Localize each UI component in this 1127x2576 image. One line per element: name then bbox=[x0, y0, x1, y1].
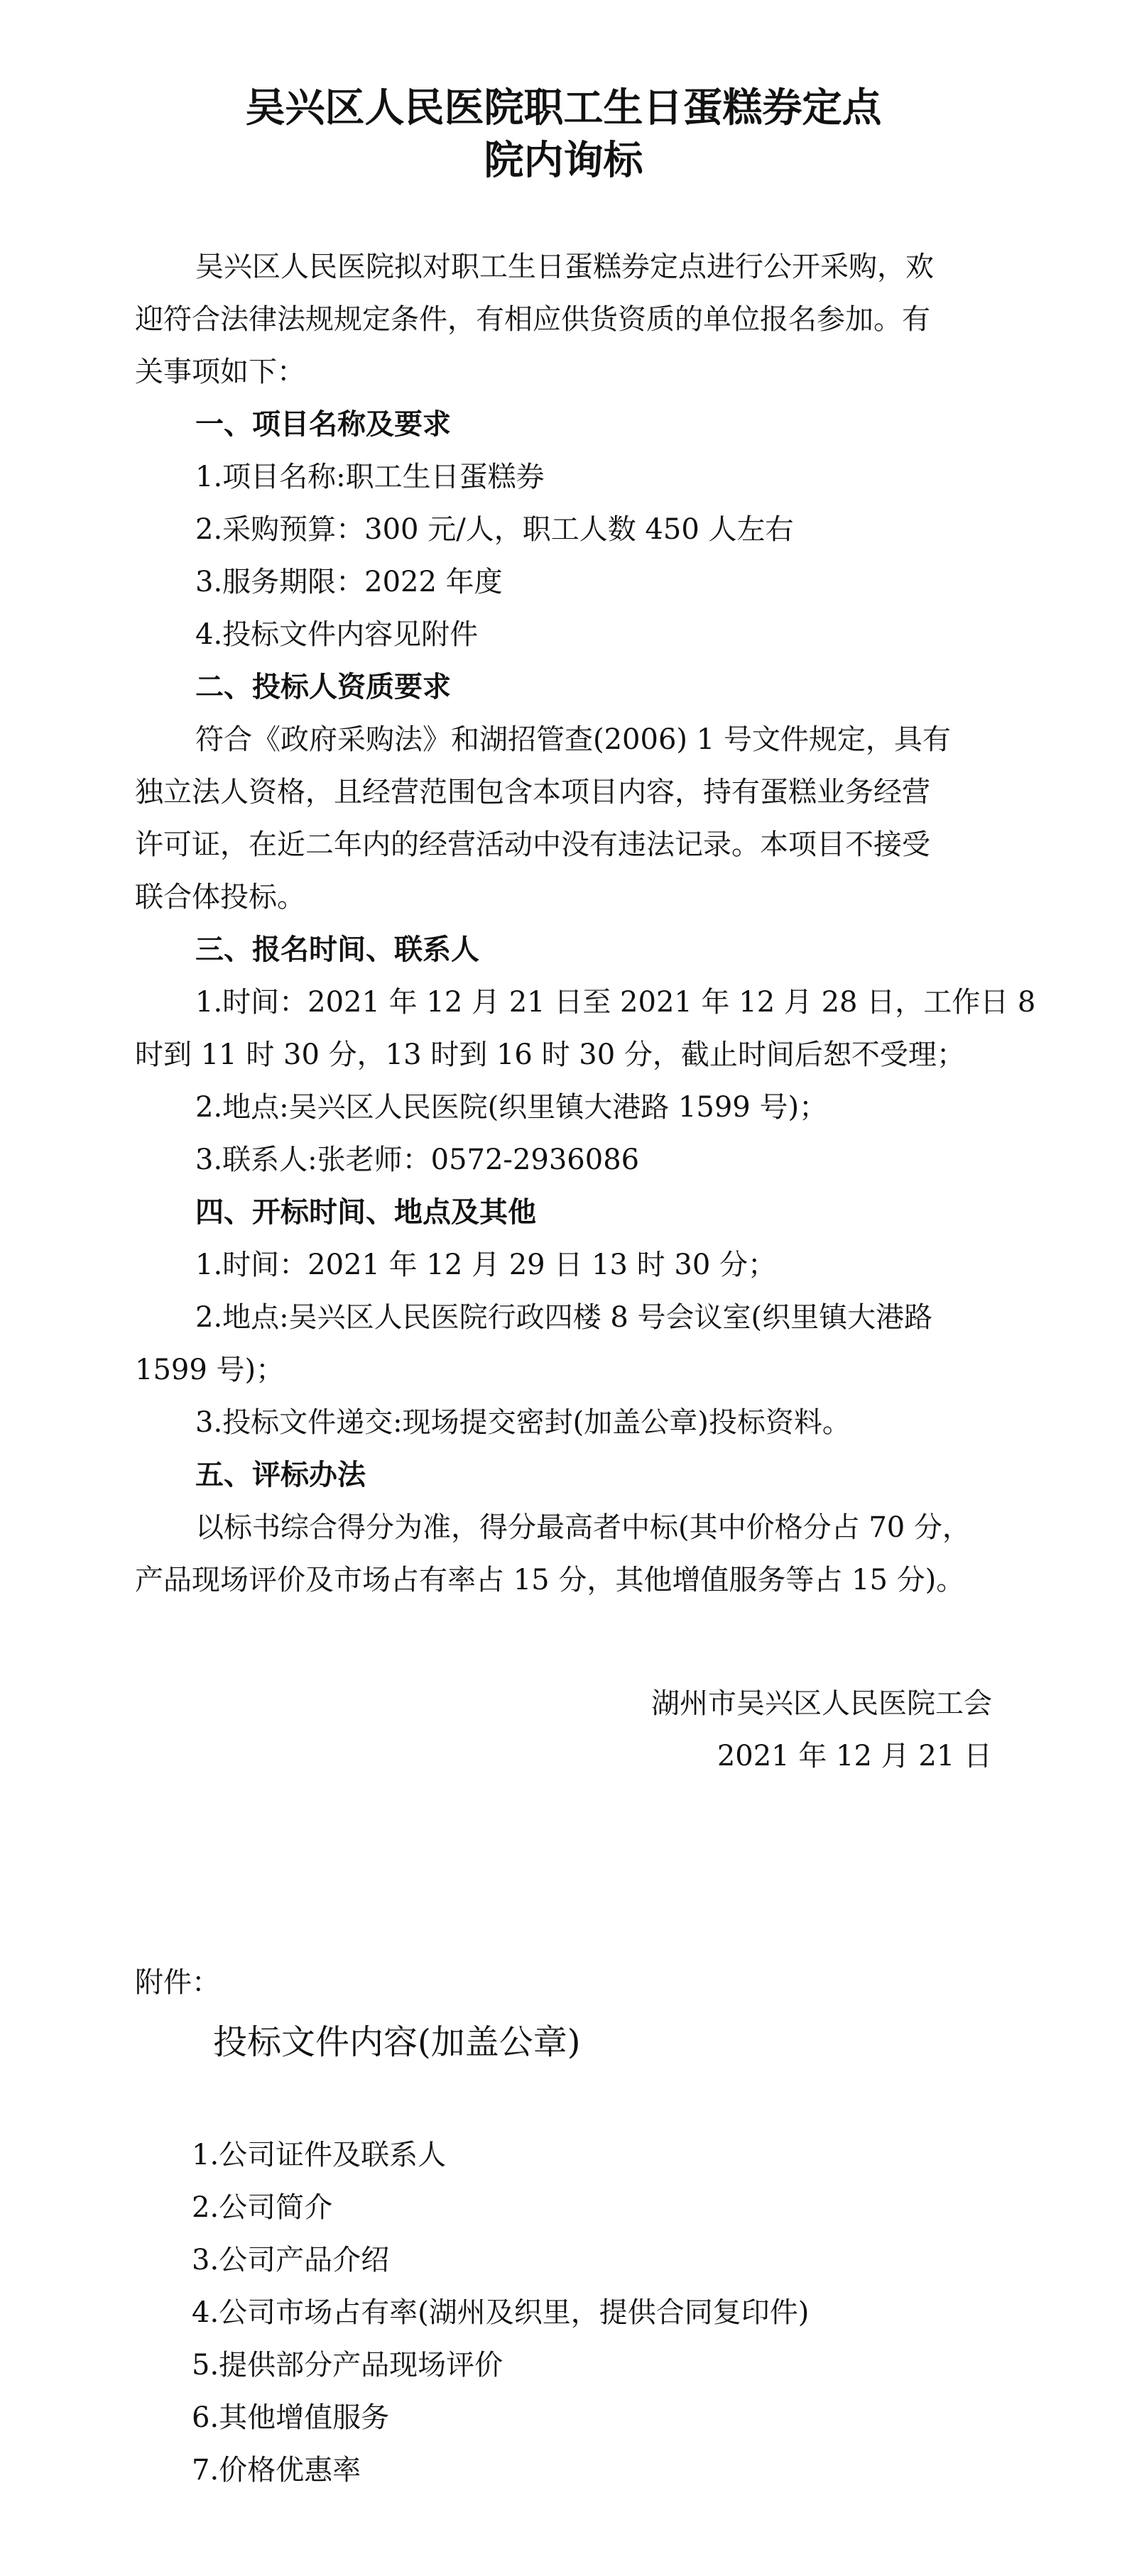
section-5-line-2: 产品现场评价及市场占有率占 15 分，其他增值服务等占 15 分)。 bbox=[135, 1564, 965, 1596]
section-5-line-1: 以标书综合得分为准，得分最高者中标(其中价格分占 70 分， bbox=[195, 1511, 971, 1544]
attachment-item-2: 2.公司简介 bbox=[192, 2191, 333, 2224]
section-2-line-4: 联合体投标。 bbox=[135, 881, 305, 914]
section-4-line-2: 2.地点:吴兴区人民医院行政四楼 8 号会议室(织里镇大港路 bbox=[195, 1301, 933, 1334]
section-2-heading: 二、投标人资质要求 bbox=[195, 671, 451, 703]
section-5-heading: 五、评标办法 bbox=[195, 1459, 366, 1491]
attachment-item-6: 6.其他增值服务 bbox=[192, 2401, 390, 2434]
section-1-line-1: 1.项目名称:职工生日蛋糕券 bbox=[195, 461, 545, 493]
section-1-line-3: 3.服务期限：2022 年度 bbox=[195, 566, 503, 598]
attachment-item-4: 4.公司市场占有率(湖州及织里，提供合同复印件) bbox=[192, 2296, 810, 2329]
doc-title-line2: 院内询标 bbox=[484, 138, 643, 184]
section-1-line-4: 4.投标文件内容见附件 bbox=[195, 618, 479, 651]
section-1-heading: 一、项目名称及要求 bbox=[195, 408, 451, 441]
attachment-item-7: 7.价格优惠率 bbox=[192, 2454, 361, 2487]
section-3-line-2: 时到 11 时 30 分，13 时到 16 时 30 分，截止时间后恕不受理； bbox=[135, 1038, 965, 1071]
section-4-heading: 四、开标时间、地点及其他 bbox=[195, 1196, 536, 1229]
section-4-line-4: 3.投标文件递交:现场提交密封(加盖公章)投标资料。 bbox=[195, 1406, 851, 1439]
section-3-line-3: 2.地点:吴兴区人民医院(织里镇大港路 1599 号)； bbox=[195, 1091, 828, 1124]
section-4-line-3: 1599 号)； bbox=[135, 1354, 285, 1386]
attachment-item-5: 5.提供部分产品现场评价 bbox=[192, 2349, 503, 2382]
section-1-line-2: 2.采购预算：300 元/人，职工人数 450 人左右 bbox=[195, 513, 794, 546]
intro-line-1: 吴兴区人民医院拟对职工生日蛋糕券定点进行公开采购，欢 bbox=[195, 251, 934, 283]
doc-title-line1: 吴兴区人民医院职工生日蛋糕券定点 bbox=[245, 85, 882, 131]
section-3-heading: 三、报名时间、联系人 bbox=[195, 933, 479, 966]
section-2-line-3: 许可证，在近二年内的经营活动中没有违法记录。本项目不接受 bbox=[135, 828, 930, 861]
attachment-label: 附件： bbox=[135, 1966, 220, 1999]
section-3-line-1: 1.时间：2021 年 12 月 21 日至 2021 年 12 月 28 日，工作日 8 bbox=[195, 986, 1036, 1019]
attachment-item-3: 3.公司产品介绍 bbox=[192, 2244, 390, 2276]
section-2-line-1: 符合《政府采购法》和湖招管查(2006) 1 号文件规定，具有 bbox=[195, 723, 951, 756]
signature-date: 2021 年 12 月 21 日 bbox=[717, 1740, 992, 1772]
intro-line-3: 关事项如下： bbox=[135, 356, 305, 388]
section-2-line-2: 独立法人资格，且经营范围包含本项目内容，持有蛋糕业务经营 bbox=[135, 776, 930, 809]
attachment-title: 投标文件内容(加盖公章) bbox=[213, 2022, 581, 2062]
attachment-item-1: 1.公司证件及联系人 bbox=[192, 2139, 447, 2171]
section-4-line-1: 1.时间：2021 年 12 月 29 日 13 时 30 分； bbox=[195, 1249, 776, 1281]
intro-line-2: 迎符合法律法规规定条件，有相应供货资质的单位报名参加。有 bbox=[135, 303, 930, 336]
signature-org: 湖州市吴兴区人民医院工会 bbox=[651, 1687, 992, 1720]
section-3-line-4: 3.联系人:张老师：0572-2936086 bbox=[195, 1144, 640, 1176]
